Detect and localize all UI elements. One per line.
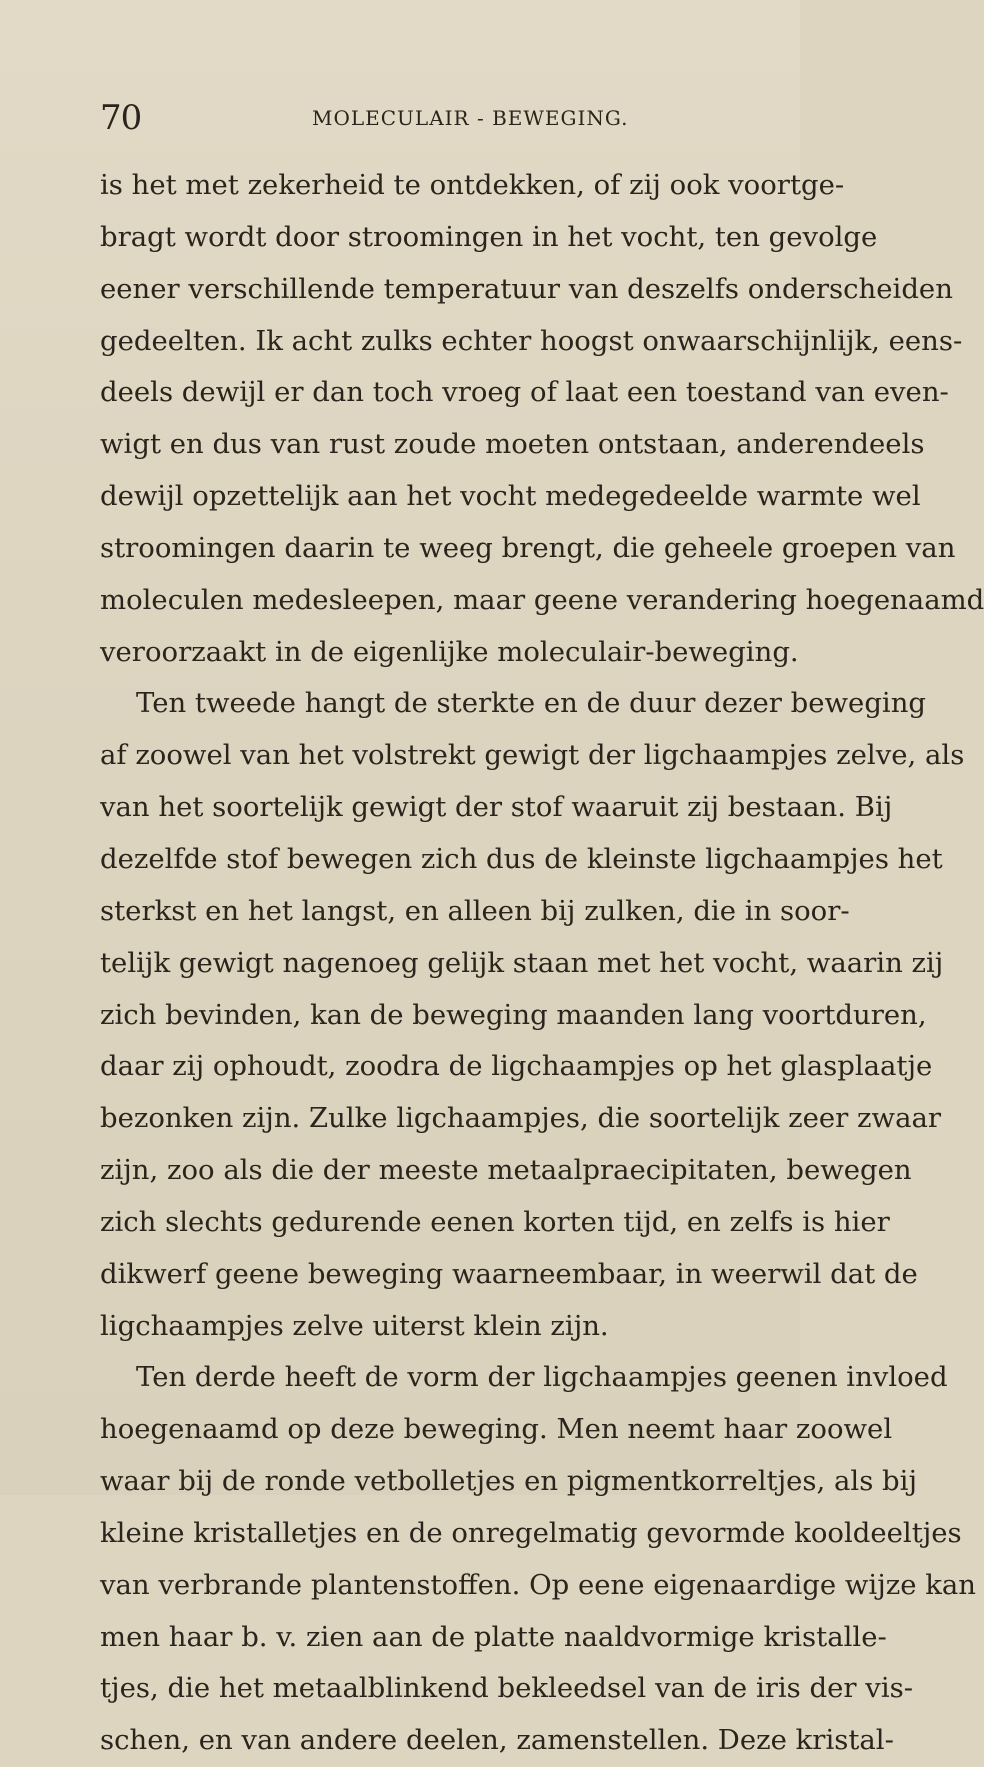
text-line: veroorzaakt in de eigenlijke moleculair-beweging. <box>100 635 799 668</box>
text-line: dezelfde stof bewegen zich dus de kleinste ligchaampjes het <box>100 842 943 875</box>
page-header <box>100 98 770 138</box>
paragraph-2 <box>100 678 965 1352</box>
text-line: deels dewijl er dan toch vroeg of laat een toestand van even- <box>100 376 949 409</box>
running-head: MOLECULAIR - BEWEGING. <box>312 106 629 130</box>
body-text <box>100 160 984 1767</box>
text-line: af zoowel van het volstrekt gewigt der ligchaampjes zelve, als <box>100 739 965 772</box>
text-line: Ten derde heeft de vorm der ligchaampjes geenen invloed <box>136 1361 948 1394</box>
text-line: van het soortelijk gewigt der stof waaruit zij bestaan. Bij <box>100 791 893 824</box>
paragraph-1 <box>100 160 984 678</box>
text-line: zijn, zoo als die der meeste metaalpraecipitaten, bewegen <box>100 1154 912 1187</box>
text-line: sterkst en het langst, en alleen bij zulken, die in soor- <box>100 894 850 927</box>
text-line: Ten tweede hangt de sterkte en de duur dezer beweging <box>136 687 927 720</box>
text-line: moleculen medesleepen, maar geene verandering hoegenaamd <box>100 583 984 616</box>
text-line: dikwerf geene beweging waarneembaar, in weerwil dat de <box>100 1257 918 1290</box>
text-line: zich slechts gedurende eenen korten tijd, en zelfs is hier <box>100 1205 890 1238</box>
text-line: tjes, die het metaalblinkend bekleedsel van de iris der vis- <box>100 1672 914 1705</box>
text-line: hoegenaamd op deze beweging. Men neemt haar zoowel <box>100 1413 893 1446</box>
text-line: daar zij ophoudt, zoodra de ligchaampjes op het glasplaatje <box>100 1050 933 1083</box>
text-line: bragt wordt door stroomingen in het vocht, ten gevolge <box>100 220 878 253</box>
text-line: gedeelten. Ik acht zulks echter hoogst onwaarschijnlijk, eens- <box>100 324 963 357</box>
text-line: van verbrande plantenstoffen. Op eene eigenaardige wijze kan <box>100 1568 976 1601</box>
text-line: ligchaampjes zelve uiterst klein zijn. <box>100 1309 609 1342</box>
text-line: waar bij de ronde vetbolletjes en pigmentkorreltjes, als bij <box>100 1465 917 1498</box>
text-line: eener verschillende temperatuur van deszelfs onderscheiden <box>100 272 953 305</box>
text-line: schen, en van andere deelen, zamenstellen. Deze kristal- <box>100 1724 894 1757</box>
text-line: zich bevinden, kan de beweging maanden lang voortduren, <box>100 998 927 1031</box>
text-line: dewijl opzettelijk aan het vocht medegedeelde warmte wel <box>100 480 921 513</box>
text-line: kleine kristalletjes en de onregelmatig gevormde kooldeeltjes <box>100 1516 962 1549</box>
text-line: telijk gewigt nagenoeg gelijk staan met het vocht, waarin zij <box>100 946 944 979</box>
text-line: stroomingen daarin te weeg brengt, die geheele groepen van <box>100 531 956 564</box>
text-line: bezonken zijn. Zulke ligchaampjes, die soortelijk zeer zwaar <box>100 1102 942 1135</box>
text-line: wigt en dus van rust zoude moeten ontstaan, anderendeels <box>100 428 925 461</box>
text-line: men haar b. v. zien aan de platte naaldvormige kristalle- <box>100 1620 887 1653</box>
page-number: 70 <box>100 98 142 138</box>
text-line: is het met zekerheid te ontdekken, of zij ook voortge- <box>100 169 845 201</box>
paragraph-3 <box>100 1352 976 1767</box>
